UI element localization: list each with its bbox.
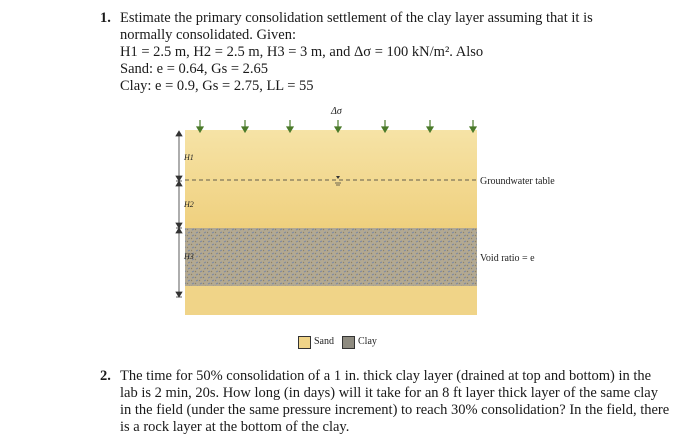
h1-label: H1	[184, 153, 194, 162]
legend-sand-label: Sand	[314, 336, 334, 347]
h3-label: H3	[184, 252, 194, 261]
question-2-text: The time for 50% consolidation of a 1 in. thick clay layer (drained at top and bottom) in the lab is 2 min, 20s. How long (in days) will it take for an 8 ft layer thick layer of the same clay in the field (under the same pressure increment) to reach 30% consolidation? In the field, there is a rock layer at the bottom of the clay.	[120, 368, 670, 435]
delta-sigma-label: Δσ	[331, 106, 342, 117]
question-1	[100, 10, 670, 95]
clay-swatch	[342, 336, 355, 349]
soil-profile-figure	[175, 106, 555, 315]
question-2-number: 2.	[100, 368, 111, 384]
question-1-clay-properties: Clay: e = 0.9, Gs = 2.75, LL = 55	[120, 78, 314, 94]
dimension-lines	[176, 131, 182, 297]
question-1-sand-properties: Sand: e = 0.64, Gs = 2.65	[120, 61, 269, 77]
groundwater-table-label: Groundwater table	[480, 176, 555, 187]
clay-layer	[185, 228, 477, 286]
question-1-number: 1.	[100, 10, 111, 26]
soil-profile-diagram	[175, 120, 477, 315]
legend-clay-label: Clay	[358, 336, 377, 347]
void-ratio-label: Void ratio = e	[480, 253, 535, 264]
question-1-line-2: normally consolidated. Given:	[120, 27, 296, 43]
sand-swatch	[298, 336, 311, 349]
question-1-line-1: Estimate the primary consolidation settlement of the clay layer assuming that it is	[120, 10, 593, 26]
upper-sand-layer	[185, 130, 477, 228]
question-2	[100, 368, 670, 436]
question-1-given-values: H1 = 2.5 m, H2 = 2.5 m, H3 = 3 m, and Δσ = 100 kN/m². Also	[120, 44, 484, 60]
lower-sand-layer	[185, 286, 477, 315]
h2-label: H2	[184, 200, 194, 209]
